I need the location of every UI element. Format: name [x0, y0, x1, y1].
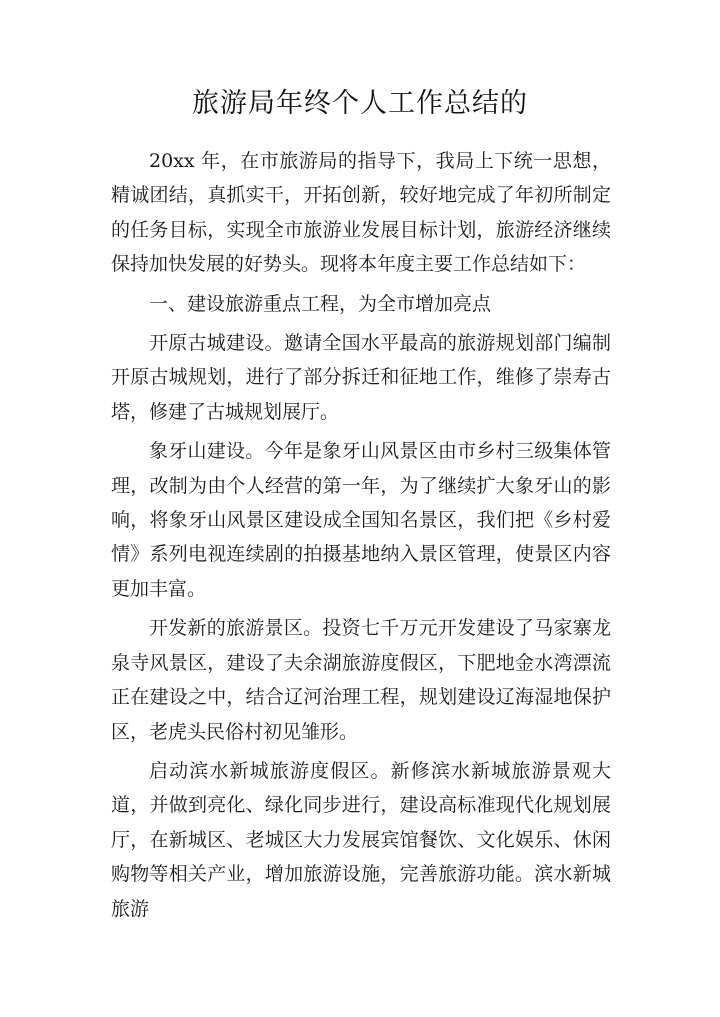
section-heading: 一、建设旅游重点工程，为全市增加亮点: [149, 292, 492, 315]
paragraph-waterfront-new-city: 启动滨水新城旅游度假区。新修滨水新城旅游景观大道，并做到亮化、绿化同步进行，建设高标准现代化规划展厅，在新城区、老城区大力发展宾馆餐饮、文化娱乐、休闲购物等相关产业，增加旅游设施，完善旅游功能。滨水新城旅游: [111, 759, 611, 920]
paragraph-new-scenic-areas: 开发新的旅游景区。投资七千万元开发建设了马家寨龙泉寺风景区，建设了夫余湖旅游度假区，下肥地金水湾漂流正在建设之中，结合辽河治理工程，规划建设辽海湿地保护区，老虎头民俗村初见雏形。: [111, 617, 611, 743]
document-title: 旅游局年终个人工作总结的: [192, 88, 528, 119]
paragraph-xiangya-mountain: 象牙山建设。今年是象牙山风景区由市乡村三级集体管理，改制为由个人经营的第一年，为了继续扩大象牙山的影响，将象牙山风景区建设成全国知名景区，我们把《乡村爱情》系列电视连续剧的拍摄基地纳入景区管理，使景区内容更加丰富。: [111, 440, 611, 600]
paragraph-intro: 20xx 年，在市旅游局的指导下，我局上下统一思想，精诚团结，真抓实干，开拓创新，较好地完成了年初所制定的任务目标，实现全市旅游业发展目标计划，旅游经济继续保持加快发展的好势头。现将本年度主要工作总结如下：: [111, 150, 611, 276]
document-body: [111, 144, 611, 926]
paragraph-kaiyuan-ancient-city: 开原古城建设。邀请全国水平最高的旅游规划部门编制开原古城规划，进行了部分拆迁和征地工作，维修了崇寿古塔，修建了古城规划展厅。: [111, 332, 611, 423]
